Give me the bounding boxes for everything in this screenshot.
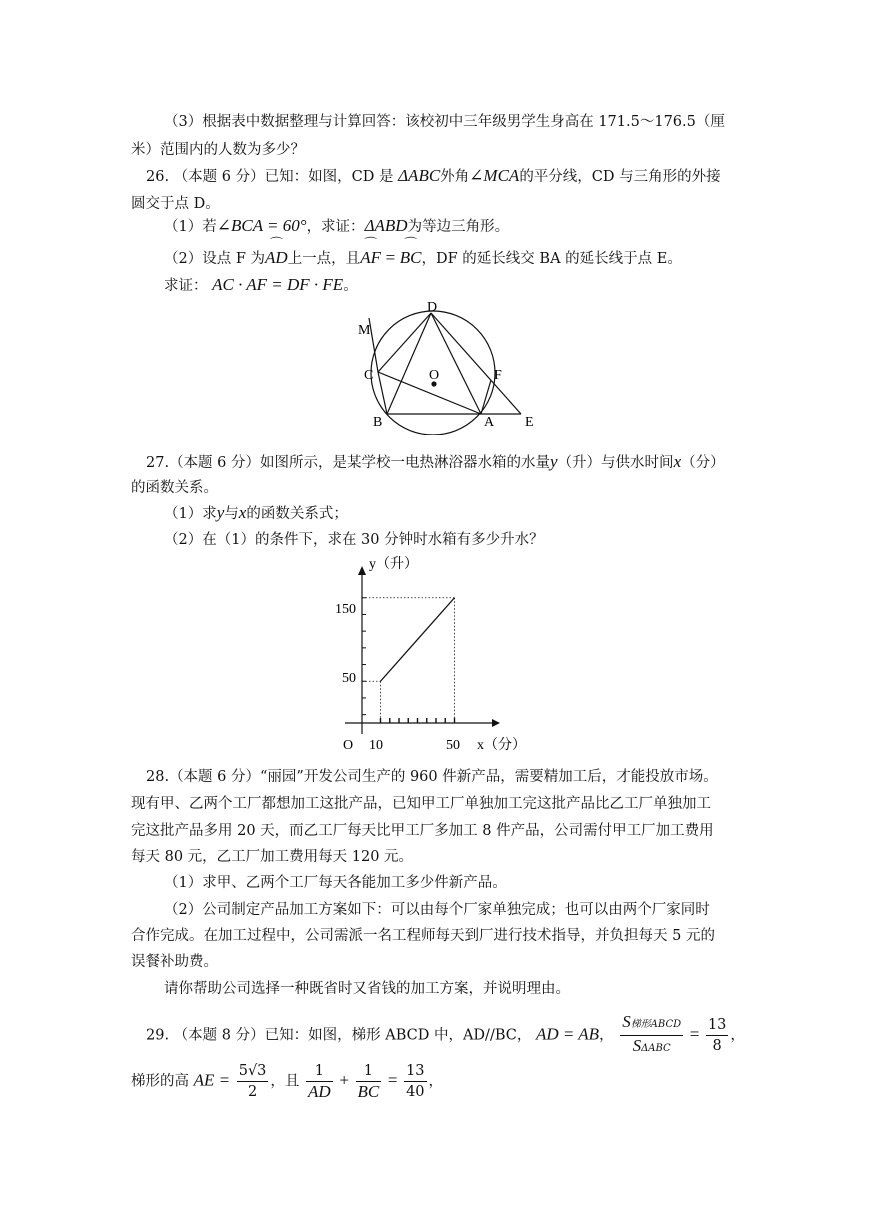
label-e: E [525, 415, 534, 430]
q29-comma: ， [599, 1027, 614, 1044]
q29-number: 29. [146, 1027, 170, 1044]
q29-ratio-den: 8 [712, 1038, 722, 1054]
q29-height-label: 梯形的高 [131, 1073, 189, 1090]
label-f: F [494, 368, 502, 383]
x-axis-arrow [492, 719, 500, 727]
q26-prove [164, 275, 358, 296]
q26-prove-period: 。 [343, 278, 358, 294]
q27-line-chart [330, 552, 530, 757]
label-c: C [364, 368, 374, 383]
q29-text-b: ，且 [270, 1073, 300, 1090]
q26-part2-text-a: （2）设点 F 为 [164, 251, 266, 267]
label-m: M [358, 323, 371, 338]
q27-part1-x: x [238, 503, 247, 522]
q27-part1-text-a: （1）求 [164, 506, 217, 522]
q27-score: （本题 6 分） [169, 455, 261, 471]
q26-part2 [164, 248, 682, 269]
q29-ratio-num: 13 [706, 1015, 728, 1036]
x-axis-label: x（分） [477, 738, 526, 753]
q26-stem-line2: 圆交于点 D。 [131, 196, 220, 212]
q26-equals: = [385, 248, 396, 267]
q29-sum-value [404, 1061, 426, 1102]
q26-part1-text-b: ，求证： [306, 219, 365, 235]
q26-arc-af: ⌒ AF [360, 248, 381, 268]
y-tick-label-150: 150 [335, 602, 356, 617]
x-tick-label-10: 10 [369, 738, 383, 753]
q28-part2-line2: 合作完成。在加工过程中，公司需派一名工程师每天到厂进行技术指导，并负担每天 5 元的 [131, 928, 715, 944]
q26-part1-text-a: （1）若 [164, 219, 217, 235]
x-tick-label-50: 50 [446, 738, 460, 753]
q27-stem-line2: 的函数关系。 [131, 480, 218, 496]
q28-part2-line3: 误餐补助费。 [131, 954, 218, 970]
q25-part3-line2: 米）范围内的人数为多少？ [131, 142, 305, 158]
q27-part1-text-c: 的函数关系式； [246, 506, 348, 522]
q27-stem-line1 [146, 452, 725, 473]
q28-part2-line1: （2）公司制定产品加工方案如下：可以由每个厂家单独完成；也可以由两个厂家同时 [164, 902, 710, 918]
q28-ask: 请你帮助公司选择一种既省时又省钱的加工方案，并说明理由。 [164, 981, 570, 997]
q27-number: 27. [146, 455, 170, 471]
y-tick-label-50: 50 [342, 671, 356, 686]
q29-r2-den: BC [357, 1082, 380, 1101]
q29-s-triangle: S [632, 1036, 642, 1055]
q27-part1 [164, 503, 348, 524]
q26-number: 26. [146, 169, 170, 185]
q29-reciprocal-bc [356, 1061, 382, 1102]
q26-stem-line1 [146, 166, 721, 187]
q29-plus: + [339, 1070, 349, 1090]
q29-ratio-value [706, 1015, 728, 1056]
q26-given-text-b: 外角 [440, 169, 470, 185]
q29-area-ratio [620, 1012, 683, 1059]
line-cb [378, 372, 387, 414]
q28-score: （本题 6 分） [169, 769, 261, 785]
q26-score: （本题 6 分） [173, 169, 265, 185]
q29-s-trapezoid: S [622, 1012, 631, 1031]
q29-height-den: 2 [247, 1084, 258, 1100]
q28-text-line1: “丽园”开发公司生产的 960 件新产品，需要精加工后，才能投放市场。 [260, 769, 718, 785]
q29-stem-line2 [131, 1061, 443, 1102]
q29-r1-num: 1 [306, 1061, 333, 1082]
q29-s-trapezoid-sub: 梯形ABCD [630, 1019, 682, 1030]
q28-stem-line1 [146, 767, 718, 787]
q26-part2-text-b: 上一点，且 [287, 251, 361, 267]
q26-part1-triangle: ΔABD [364, 216, 408, 235]
q29-equals-2: = [387, 1070, 398, 1090]
q26-angle-mca: ∠MCA [469, 166, 520, 185]
q26-triangle-abc: ΔABC [398, 166, 441, 185]
q29-ae: AE = [193, 1070, 231, 1090]
q29-equals-1: = [689, 1024, 700, 1044]
q28-part1: （1）求甲、乙两个工厂每天各能加工多少件新产品。 [164, 875, 507, 891]
q26-arc-ad: ⌒ AD [265, 248, 288, 268]
series-line [381, 598, 455, 682]
q28-number: 28. [146, 769, 170, 785]
q28-stem-line2: 现有甲、乙两个工厂都想加工这批产品，已知甲工厂单独加工完这批产品比乙工厂单独加工 [131, 796, 711, 812]
q27-text-c: （分） [681, 455, 725, 471]
q29-s-triangle-sub: ΔABC [641, 1043, 671, 1054]
line-cd [378, 313, 431, 372]
q25-part3-line1: （3）根据表中数据整理与计算回答：该校初中三年级男学生身高在 171.5～176.5（厘 [164, 114, 725, 130]
q29-score: （本题 8 分） [173, 1027, 265, 1044]
q27-text-b: （升）与供水时间 [557, 455, 674, 471]
q26-part2-text-c: ，DF 的延长线交 BA 的延长线于点 E。 [421, 251, 682, 267]
q28-stem-line3: 完这批产品多用 20 天，而乙工厂每天比甲工厂多加工 8 件产品，公司需付甲工厂加工费用 [131, 823, 714, 839]
q27-part1-y: y [216, 503, 225, 522]
q27-var-y: y [550, 452, 558, 471]
q27-var-x: x [673, 452, 682, 471]
q29-r3-num: 13 [404, 1061, 426, 1082]
q26-part1-condition: ∠BCA = 60° [216, 216, 307, 235]
line-af [481, 380, 491, 414]
q26-arc-bc: ⌒ BC [400, 248, 422, 268]
q26-given-text-c: 的平分线，CD 与三角形的外接 [519, 169, 721, 185]
q26-part1 [164, 216, 509, 237]
q29-height-value [237, 1061, 269, 1102]
label-o: O [429, 368, 440, 383]
q29-end-1: ， [730, 1027, 745, 1044]
y-axis-arrow [358, 566, 366, 575]
q26-prove-equation: AC · AF = DF · FE [212, 275, 344, 294]
q29-stem-line1 [146, 1012, 745, 1059]
q29-end-2: ， [428, 1073, 444, 1090]
q26-circle-figure [350, 295, 550, 435]
label-a: A [484, 415, 495, 430]
label-d: D [427, 300, 438, 315]
q27-part1-text-b: 与 [224, 506, 239, 522]
q28-stem-line4: 每天 80 元，乙工厂加工费用每天 120 元。 [131, 849, 414, 865]
q27-part2: （2）在（1）的条件下，求在 30 分钟时水箱有多少升水？ [164, 532, 544, 548]
q29-height-num: 5√3 [237, 1061, 269, 1082]
q29-r3-den: 40 [406, 1084, 425, 1100]
q26-given-text-a: 已知：如图，CD 是 [264, 169, 394, 185]
line-db [387, 313, 431, 414]
q29-reciprocal-ad [306, 1061, 333, 1102]
q29-ad-equals-ab: AD = AB [535, 1024, 600, 1044]
q26-prove-label: 求证： [164, 278, 208, 294]
line-da [431, 313, 481, 414]
q29-text-a: 已知：如图，梯形 ABCD 中，AD//BC， [264, 1027, 532, 1044]
q27-text-a: 如图所示，是某学校一电热淋浴器水箱的水量 [260, 455, 551, 471]
label-b: B [373, 415, 383, 430]
origin-label: O [343, 738, 354, 753]
q29-r2-num: 1 [356, 1061, 382, 1082]
q29-r1-den: AD [308, 1082, 331, 1101]
q26-part1-text-c: 为等边三角形。 [407, 219, 510, 235]
y-axis-label: y（升） [369, 557, 418, 572]
